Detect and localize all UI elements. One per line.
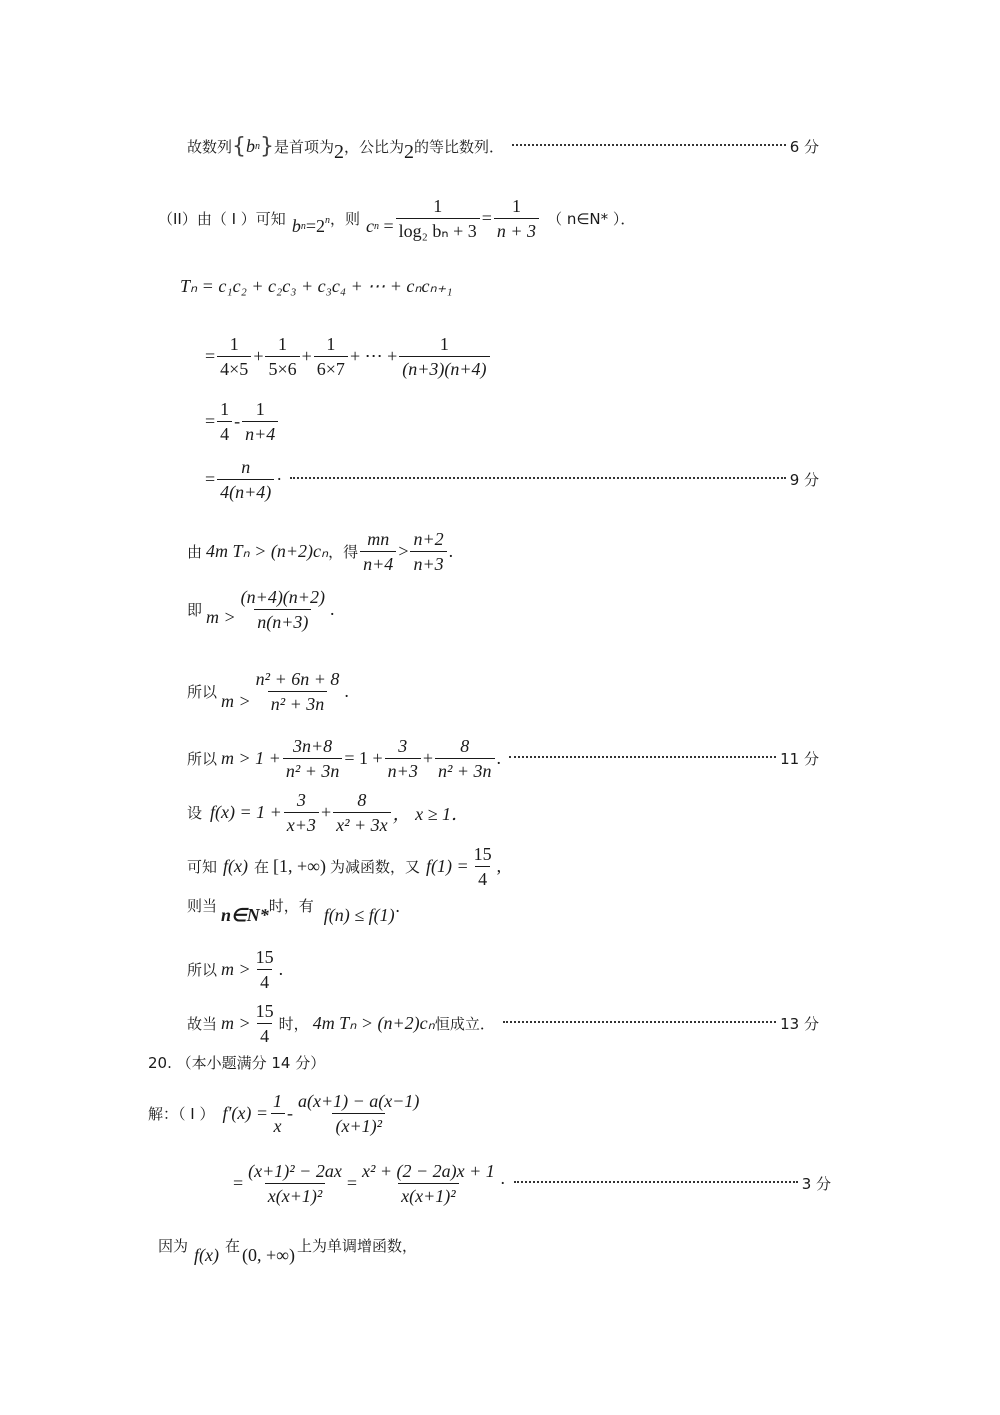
text: 故当: [187, 1015, 218, 1033]
text: 所以: [187, 683, 218, 701]
math: m >: [206, 607, 236, 627]
value: 2: [334, 141, 345, 163]
line-increasing: [158, 1235, 418, 1265]
fraction: $\frac{1}{n+4}$: [242, 398, 278, 445]
interval: [1, +∞): [273, 856, 326, 876]
score-label: 11 分: [780, 750, 819, 768]
text: （II）由（ I ）可知: [158, 210, 286, 228]
subscript: n: [255, 141, 261, 152]
fraction: $\frac{3}{x+3}$: [284, 789, 319, 836]
fraction: $\frac{a(x+1) - a(x-1)}{\text{(x+1)²}}$: [298, 1091, 420, 1136]
math: 4m Tₙ > (n+2)cₙ: [312, 1013, 435, 1033]
math: f(x): [194, 1245, 219, 1265]
line-tn-result: = $\frac{n}{4(n+4)}$ · 9 分: [205, 457, 819, 502]
math: f(x) = 1 +: [210, 802, 282, 822]
line-decreasing: 可知 f(x) 在 [1, +∞) 为减函数，又 f(1) = $\frac{15}{4}$ ,: [187, 844, 502, 889]
line-m-bound-2: 所以 m > $\frac{\text{n² + 6n + 8}}{\text{n² + 3n}}$ .: [187, 669, 349, 714]
math: m >: [221, 1013, 251, 1033]
fraction: $\frac{8}{\text{n² + 3n}}$: [435, 735, 495, 782]
superscript: n: [324, 215, 330, 226]
line-m-bound-3: 所以 m > 1 + $\frac{3n+8}{\text{n² + 3n}}$ = 1 + $\frac{3}{n+3}$ + $\frac{8}{\text{n² + 3n}}$ . 11 分: [187, 736, 819, 781]
fraction: $\frac{1}{6\times 7}$: [314, 333, 348, 380]
fraction: $\frac{3n+8}{\text{n² + 3n}}$: [283, 735, 343, 782]
text: 设: [187, 804, 203, 822]
fraction: $\frac{mn}{n+4}$: [360, 528, 396, 575]
fraction: $\frac{n}{4(n+4)}$: [217, 456, 274, 503]
fraction: $\frac{\text{x² + (2 − 2a)x + 1}}{\text{x(x+1)²}}$: [361, 1161, 495, 1206]
score-label: 9 分: [789, 471, 819, 489]
text: 故数列: [187, 138, 233, 156]
fraction: $\frac{15}{4}$: [473, 844, 492, 889]
brace-open: {: [232, 134, 247, 159]
value: 2: [404, 141, 415, 163]
math: f′(x) =: [222, 1103, 269, 1123]
math: f(n) ≤ f(1): [323, 905, 395, 925]
line-derivative: 解：（ I ） f′(x) = $\frac{1}{x}$ - $\frac{a(x+1) - a(x-1)}{\text{(x+1)²}}$: [148, 1090, 424, 1137]
fraction: $\frac{1}{\text{log₂ bₙ + 3}}$: [396, 195, 480, 242]
math: f(x): [223, 856, 248, 876]
var-b: b: [291, 216, 301, 236]
text: 的等比数列．: [414, 138, 505, 156]
text: ，公比为: [344, 138, 405, 156]
text: 上为单调增函数，: [297, 1237, 418, 1255]
line-when-n: 则当 n∈N* 时，有 f(n) ≤ f(1) ·: [187, 897, 401, 925]
line-tn-def: [180, 276, 452, 297]
line-tn-telescope: = $\frac{1}{4}$ - $\frac{1}{n+4}$: [205, 398, 280, 445]
line-m-bound-1: 即 m > $\frac{(n+4)(n+2)}{n(n+3)}$ .: [187, 587, 335, 632]
line-conclusion: [187, 1000, 819, 1047]
fraction: $\frac{1}{4}$: [217, 398, 232, 445]
math: f(1) =: [426, 856, 469, 876]
var-b: b: [246, 136, 256, 156]
line-tn-sum: = $\frac{1}{4\times 5}$ + $\frac{1}{5\times 6}$ + $\frac{1}{6\times 7}$ + ⋯ + $\frac{1}{(n+3)(n+4)}$: [205, 333, 492, 380]
text: 所以: [187, 750, 218, 768]
text: 是首项为: [274, 138, 335, 156]
fraction: $\frac{n+2}{n+3}$: [410, 528, 446, 575]
text: 所以: [187, 961, 218, 979]
fraction: $\frac{(n+4)(n+2)}{n(n+3)}$: [240, 587, 325, 632]
fraction: $\frac{\text{n² + 6n + 8}}{\text{n² + 3n}}$: [255, 669, 340, 714]
math: 4m Tₙ > (n+2)cₙ: [206, 541, 329, 561]
text: 即: [187, 601, 203, 619]
score-label: 6 分: [789, 138, 819, 156]
score-label: 13 分: [780, 1015, 819, 1033]
leader-dots: [514, 1180, 798, 1183]
line-m-final: 所以 m > $\frac{15}{4}$ .: [187, 947, 284, 992]
brace-close: }: [260, 134, 275, 159]
line-define-f: 设 f(x) = 1 + $\frac{3}{x+3}$ + $\frac{8}{\text{x² + 3x}}$ ， x ≥ 1．: [187, 790, 469, 835]
text: ，则: [329, 210, 360, 228]
text: ，得: [328, 543, 359, 561]
text: 可知: [187, 858, 218, 876]
fraction: $\frac{1}{5\times 6}$: [265, 333, 299, 380]
text: 时，: [278, 1015, 309, 1033]
text: 时，有: [268, 897, 314, 915]
condition: ， x ≥ 1．: [392, 803, 469, 824]
text: 解：（ I ）: [148, 1105, 215, 1123]
math: m > 1 +: [221, 748, 281, 768]
math: Tₙ = c₁c₂ + c₂c₃ + c₃c₄ + ⋯ + cₙcₙ₊₁: [180, 276, 453, 296]
text: 因为: [158, 1237, 189, 1255]
text: 在: [254, 858, 270, 876]
line-sequence-conclusion: [187, 134, 819, 163]
fraction: $\frac{1}{4\times 5}$: [217, 333, 251, 380]
text: 恒成立．: [434, 1015, 495, 1033]
fraction: $\frac{8}{\text{x² + 3x}}$: [333, 789, 391, 836]
interval: (0, +∞): [242, 1245, 295, 1265]
fraction: $\frac{\text{(x+1)² − 2ax}}{\text{x(x+1)²}}$: [248, 1161, 342, 1206]
math: = 1 +: [344, 748, 383, 768]
subscript: n: [300, 221, 306, 232]
score-label: 3 分: [801, 1175, 831, 1193]
text: 则当: [187, 897, 218, 915]
fraction: $\frac{1}{(n+3)(n+4)}$: [399, 333, 489, 380]
fraction: $\frac{15}{4}$: [255, 1001, 274, 1046]
heading: 20. （本小题满分 14 分）: [148, 1054, 326, 1072]
line-part-2-cn: （II）由（ I ）可知 b $_n$ =2 $^n$ ，则 c $_n$ = $\frac{1}{\text{log₂ bₙ + 3}}$ = $\frac{1}{n + 3}$ （ n∈N* ）．: [158, 196, 636, 241]
leader-dots: [503, 1020, 776, 1023]
leader-dots: [512, 143, 786, 146]
leader-dots: [290, 476, 785, 479]
condition: n∈N*: [221, 905, 269, 925]
math: =2: [305, 216, 325, 236]
text: 为减函数，又: [330, 858, 421, 876]
line-derivative-simplified: = $\frac{\text{(x+1)² − 2ax}}{\text{x(x+1)²}}$ = $\frac{\text{x² + (2 − 2a)x + 1}}{\text{x(x+1)²}}$ · 3 分: [233, 1161, 831, 1206]
math: m >: [221, 691, 251, 711]
problem-20-heading: [148, 1052, 325, 1073]
fraction: $\frac{1}{n + 3}$: [494, 195, 539, 242]
condition: （ n∈N* ）．: [547, 210, 636, 228]
math: m >: [221, 959, 251, 979]
fraction: $\frac{1}{x}$: [270, 1090, 285, 1137]
fraction: $\frac{15}{4}$: [255, 947, 274, 992]
text: 在: [225, 1237, 241, 1255]
var-c: c: [365, 216, 374, 236]
line-inequality: 由 4m Tₙ > (n+2)cₙ ，得 $\frac{mn}{n+4}$ > $\frac{n+2}{n+3}$ .: [187, 529, 454, 574]
leader-dots: [509, 755, 776, 758]
fraction: $\frac{3}{n+3}$: [385, 735, 421, 782]
text: 由: [187, 543, 203, 561]
